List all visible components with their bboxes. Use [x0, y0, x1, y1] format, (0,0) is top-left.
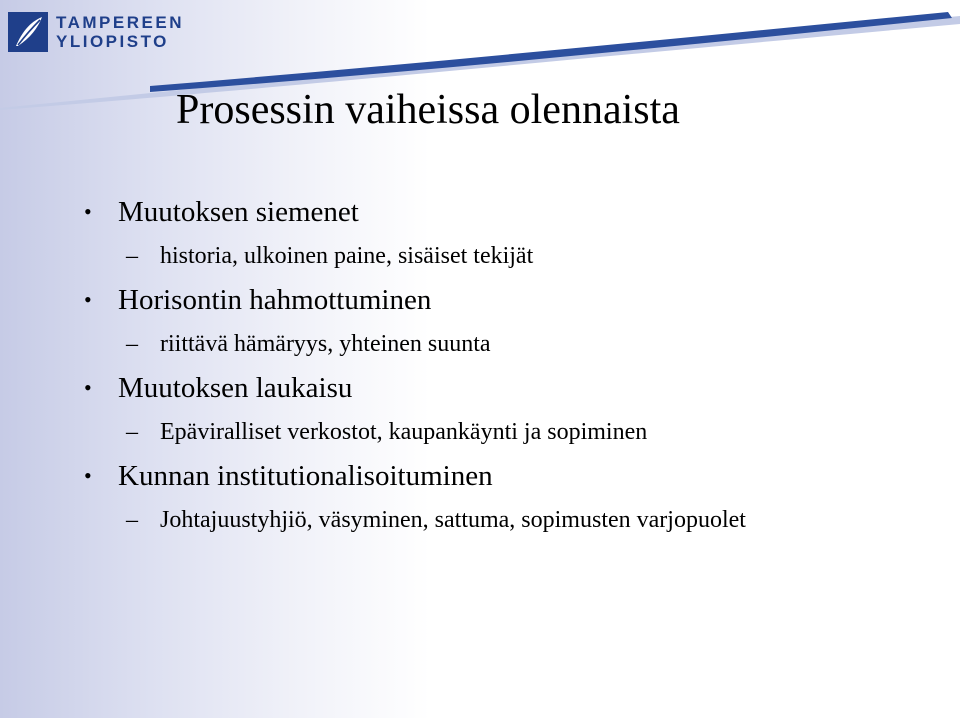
slide-title: Prosessin vaiheissa olennaista	[176, 87, 680, 133]
bullet-text: Kunnan institutionalisoituminen	[118, 460, 493, 492]
bullet-dot: •	[84, 463, 92, 488]
leaf-icon	[8, 12, 48, 52]
bullet-item	[84, 282, 844, 318]
sub-bullet-dash: –	[126, 507, 138, 533]
swoosh-dark	[150, 12, 952, 92]
bullet-text: Horisontin hahmottuminen	[118, 284, 432, 316]
bullet-item	[84, 194, 844, 230]
sub-bullet-text: riittävä hämäryys, yhteinen suunta	[160, 331, 491, 357]
bullet-dot: •	[84, 375, 92, 400]
university-logo	[8, 12, 184, 52]
sub-bullet-dash: –	[126, 243, 138, 269]
bullet-item	[84, 370, 844, 406]
bullet-dot: •	[84, 287, 92, 312]
bullet-list	[84, 194, 844, 546]
logo-line-1: TAMPEREEN	[56, 13, 184, 32]
sub-bullet-item	[126, 416, 844, 448]
sub-bullet-dash: –	[126, 419, 138, 445]
sub-bullet-text: Epäviralliset verkostot, kaupankäynti ja sopiminen	[160, 419, 648, 445]
sub-bullet-text: historia, ulkoinen paine, sisäiset tekijät	[160, 243, 534, 269]
sub-bullet-item	[126, 240, 844, 272]
bullet-text: Muutoksen laukaisu	[118, 372, 353, 404]
sub-bullet-dash: –	[126, 331, 138, 357]
bullet-item	[84, 458, 844, 494]
sub-bullet-item	[126, 504, 844, 536]
bullet-text: Muutoksen siemenet	[118, 196, 359, 228]
logo-line-2: YLIOPISTO	[56, 32, 169, 51]
sub-bullet-item	[126, 328, 844, 360]
sub-bullet-text: Johtajuustyhjiö, väsyminen, sattuma, sopimusten varjopuolet	[160, 507, 746, 533]
bullet-dot: •	[84, 199, 92, 224]
